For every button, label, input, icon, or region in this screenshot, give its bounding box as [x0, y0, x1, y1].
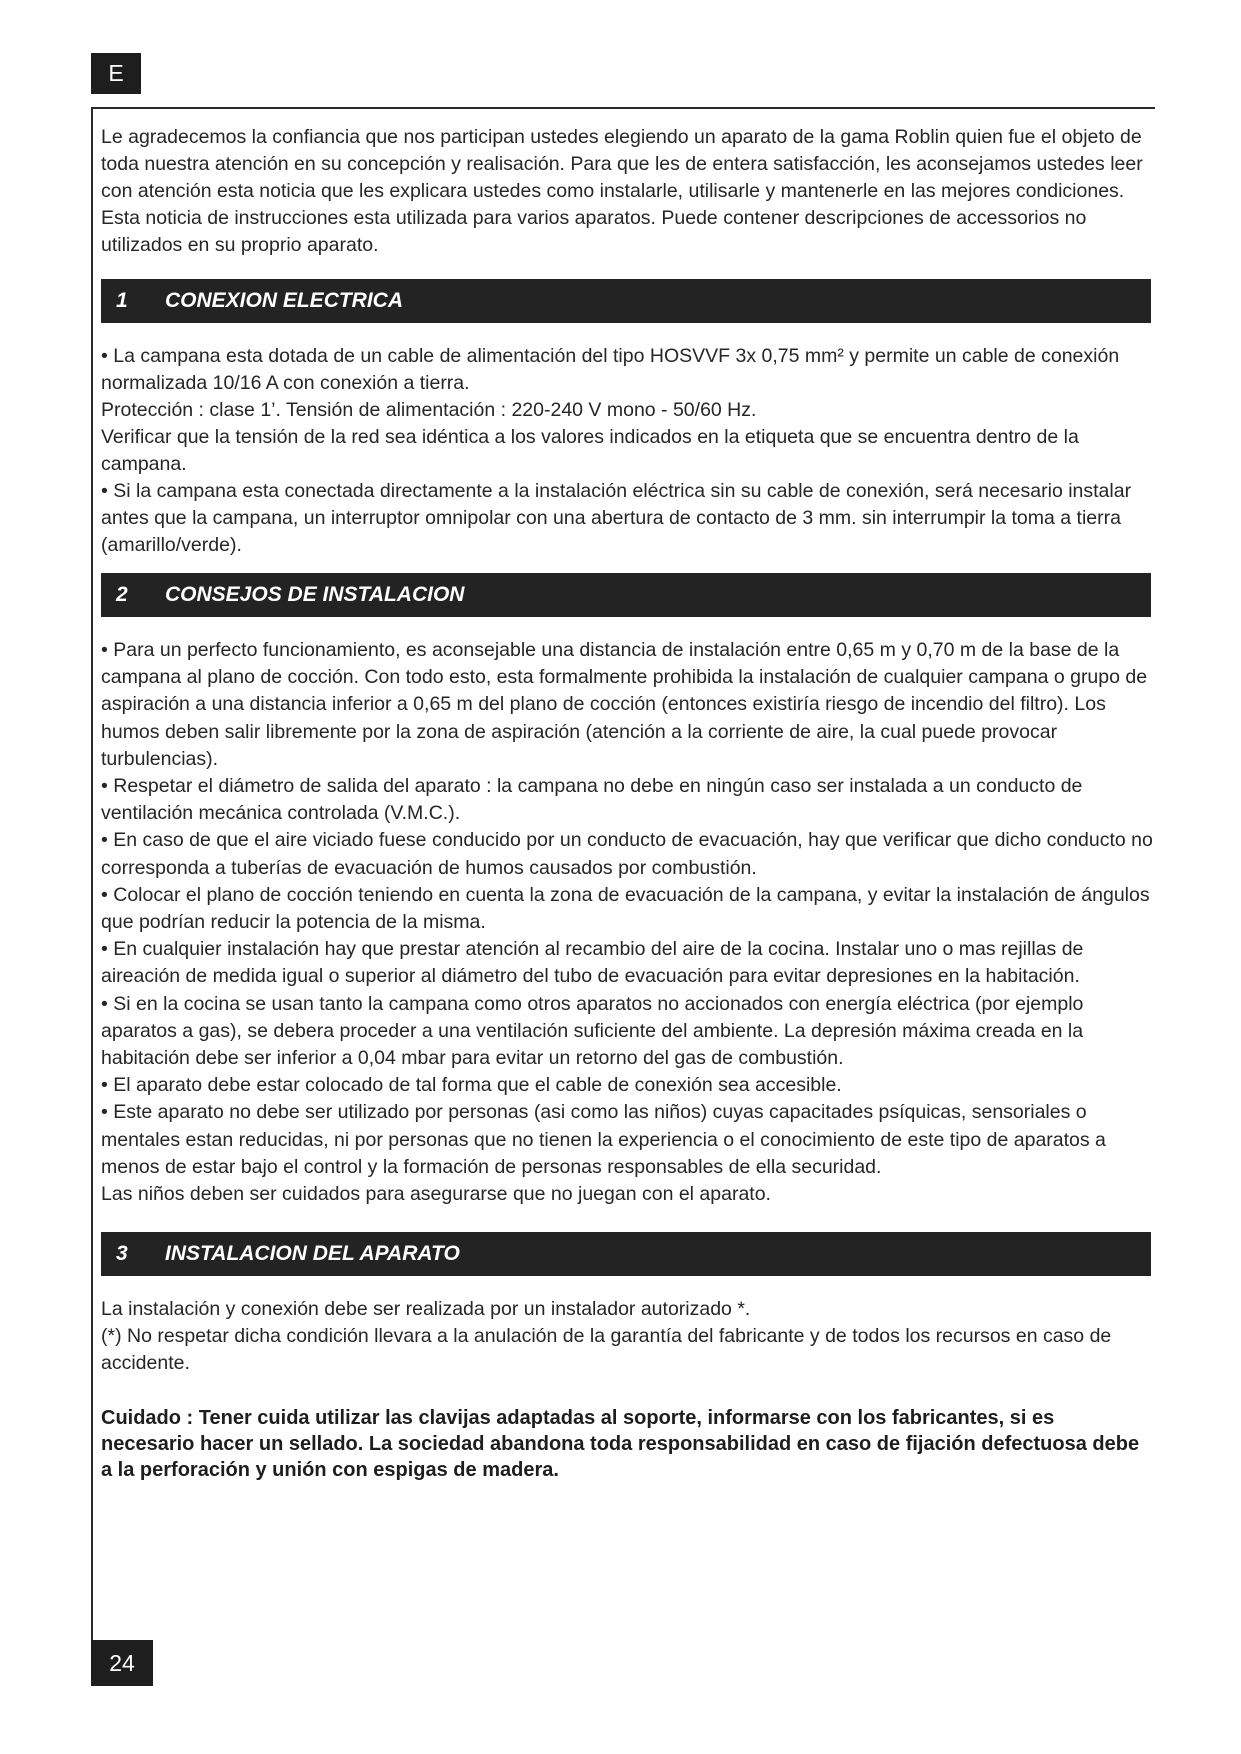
section-consejos-instalacion — [101, 573, 1153, 1208]
section-paragraph: • El aparato debe estar colocado de tal forma que el cable de conexión sea accesible. — [101, 1074, 842, 1097]
section-number: 2 — [116, 583, 128, 606]
section-paragraph: • Si en la cocina se usan tanto la campana como otros aparatos no accionados con energía eléctrica (por ejemplo aparatos a gas), se debera proceder a una ventilación suficiente del ambiente. La depresión máxima creada en la habitación debe ser inferior a 0,04 mbar para evitar un retorno del gas de combustión. — [101, 992, 1084, 1070]
section-title: INSTALACION DEL APARATO — [165, 1242, 460, 1266]
section-conexion-electrica — [101, 279, 1153, 559]
language-badge: E — [91, 53, 141, 94]
section-title: CONSEJOS DE INSTALACION — [165, 583, 465, 606]
section-paragraph: • Colocar el plano de cocción teniendo en cuenta la zona de evacuación de la campana, y evitar la instalación de ángulos que podrían reducir la potencia de la misma. — [101, 883, 1150, 934]
section-paragraph: Protección : clase 1’. Tensión de alimentación : 220-240 V mono - 50/60 Hz. — [101, 399, 757, 421]
section-number: 3 — [116, 1242, 128, 1266]
top-rule — [91, 107, 1155, 109]
section-title: CONEXION ELECTRICA — [165, 289, 404, 312]
section-number: 1 — [116, 289, 128, 312]
section-body — [101, 1296, 1153, 1483]
left-rule — [91, 107, 93, 1640]
section-paragraph: • Si la campana esta conectada directamente a la instalación eléctrica sin su cable de conexión, será necesario instalar antes que la campana, un interruptor omnipolar con una abertura de contacto de 3 mm. sin interrumpir la toma a tierra (amarillo/verde). — [101, 480, 1132, 556]
section-body — [101, 637, 1153, 1208]
section-paragraph: • La campana esta dotada de un cable de alimentación del tipo HOSVVF 3x 0,75 mm² y permite un cable de conexión normalizada 10/16 A con conexión a tierra. — [101, 345, 1120, 394]
warning-note: Cuidado : Tener cuida utilizar las clavijas adaptadas al soporte, informarse con los fabricantes, si es necesario hacer un sellado. La sociedad abandona toda responsabilidad en caso de fijación defectuosa debe a la perforación y unión con espigas de madera. — [101, 1407, 1140, 1482]
section-paragraph: Las niños deben ser cuidados para asegurarse que no juegan con el aparato. — [101, 1183, 771, 1206]
section-paragraph: Verificar que la tensión de la red sea idéntica a los valores indicados en la etiqueta que se encuentra dentro de la campana. — [101, 426, 1079, 475]
section-header — [101, 279, 1151, 323]
section-paragraph: • En cualquier instalación hay que prestar atención al recambio del aire de la cocina. Instalar uno o mas rejillas de aireación de medida igual o superior al diámetro del tubo de evacuación para evitar depresiones en la habitación. — [101, 938, 1084, 988]
section-paragraph: • Este aparato no debe ser utilizado por personas (asi como las niños) cuyas capacitades psíquicas, sensoriales o mentales estan reducidas, ni por personas que no tienen la experiencia o el conocimiento de este tipo de aparatos a menos de estar bajo el control y la formación de personas responsables de ella securidad. — [101, 1101, 1106, 1178]
section-paragraph: • Para un perfecto funcionamiento, es aconsejable una distancia de instalación entre 0,65 m y 0,70 m de la base de la campana al plano de cocción. Con todo esto, esta formalmente prohibida la instalación de cualquier campana o grupo de aspiración a una distancia inferior a 0,65 m del plano de cocción (entonces existiría riesgo de incendio del filtro). Los humos deben salir libremente por la zona de aspiración (atención a la corriente de aire, la cual puede provocar turbulencias). — [101, 639, 1148, 770]
section-paragraph: (*) No respetar dicha condición llevara a la anulación de la garantía del fabricante y de todos los recursos en caso de accidente. — [101, 1325, 1112, 1375]
section-paragraph: • Respetar el diámetro de salida del aparato : la campana no debe en ningún caso ser instalada a un conducto de ventilación mecánica controlada (V.M.C.). — [101, 775, 1083, 825]
intro-paragraph: Le agradecemos la confiancia que nos participan ustedes elegiendo un aparato de la gama Roblin quien fue el objeto de toda nuestra atención en su concepción y realisación. Para que les de entera satisfacción, les aconsejamos ustedes leer con atención esta noticia que les explicara ustedes como instalarle, utilisarle y mantenerle en las mejores condiciones. — [101, 126, 1143, 202]
page-content — [101, 124, 1153, 1483]
section-instalacion-aparato — [101, 1232, 1153, 1483]
section-paragraph: La instalación y conexión debe ser realizada por un instalador autorizado *. — [101, 1298, 751, 1321]
section-body — [101, 343, 1153, 559]
section-header — [101, 573, 1151, 617]
page-number: 24 — [91, 1640, 153, 1686]
intro-block — [101, 124, 1153, 259]
intro-paragraph: Esta noticia de instrucciones esta utilizada para varios aparatos. Puede contener descripciones de accessorios no utilizados en su proprio aparato. — [101, 207, 1087, 256]
section-header — [101, 1232, 1151, 1276]
section-paragraph: • En caso de que el aire viciado fuese conducido por un conducto de evacuación, hay que verificar que dicho conducto no corresponda a tuberías de evacuación de humos causados por combustión. — [101, 829, 1153, 879]
